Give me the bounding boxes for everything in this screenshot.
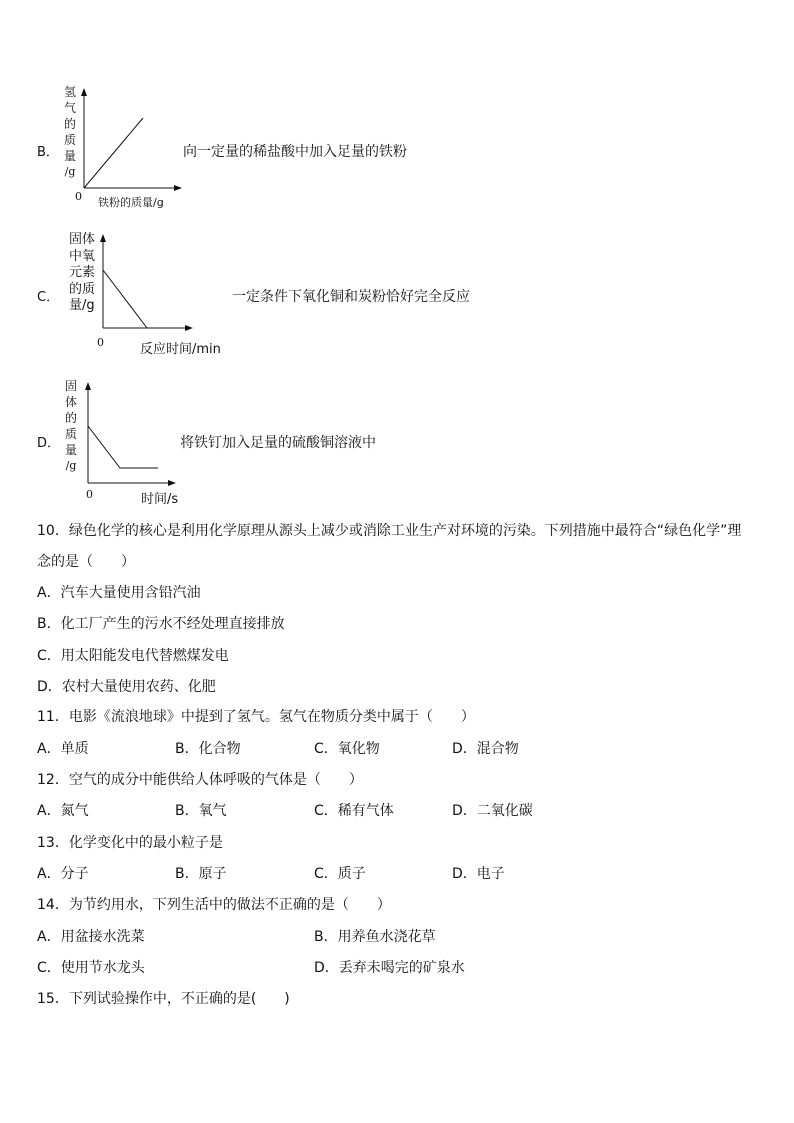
question-14-stem: 14．为节约用水，下列生活中的做法不正确的是（ ） (37, 897, 391, 913)
graph-b-y-label-unit: /g (64, 165, 76, 178)
question-14-option-a: A．用盆接水洗菜 (37, 929, 145, 945)
graph-b-y-label-line: 的 (63, 117, 76, 131)
graph-b-y-label (62, 84, 78, 180)
question-12-option-a: A．氮气 (37, 803, 89, 819)
graph-d-y-label-unit: /g (65, 459, 77, 472)
graph-c-y-label-line: 中氧 (69, 248, 96, 264)
question-14-option-c: C．使用节水龙头 (37, 960, 145, 976)
graph-b-origin: 0 (75, 190, 82, 203)
graph-b-plot (78, 86, 188, 196)
graph-c-y-arrow (100, 234, 106, 242)
question-10-option-c: C．用太阳能发电代替燃煤发电 (37, 648, 229, 664)
graph-c-origin: 0 (97, 336, 104, 349)
question-12-stem: 12．空气的成分中能供给人体呼吸的气体是（ ） (37, 772, 363, 788)
question-14-option-d: D．丢弃未喝完的矿泉水 (314, 960, 465, 976)
question-13-option-a: A．分子 (37, 866, 89, 882)
graph-b-y-label-line: 量 (63, 149, 76, 163)
graph-b-y-label-line: 氢 (63, 85, 76, 99)
question-11-option-a: A．单质 (37, 741, 89, 757)
graph-d-y-arrow (85, 382, 91, 390)
graph-b-x-label: 铁粉的质量/g (98, 196, 164, 209)
question-10-option-b: B．化工厂产生的污水不经处理直接排放 (37, 616, 285, 632)
graph-b-y-label-line: 质 (63, 133, 76, 147)
option-b-label: B． (37, 145, 59, 160)
graph-b-y-label-line: 气 (63, 101, 76, 115)
question-15-stem: 15．下列试验操作中，不正确的是( ) (37, 991, 290, 1007)
graph-d-y-label-line: 质 (64, 427, 77, 441)
graph-d-x-label: 时间/s (141, 492, 179, 507)
graph-b-data-line (84, 118, 143, 188)
question-13-option-c: C．质子 (314, 866, 366, 882)
question-12-option-d: D．二氧化碳 (452, 803, 533, 819)
graph-c-y-label-line: 量/g (69, 298, 95, 313)
question-13-option-b: B．原子 (175, 866, 227, 882)
question-11-option-b: B．化合物 (175, 741, 241, 757)
graph-d-description: 将铁钉加入足量的硫酸铜溶液中 (180, 435, 376, 451)
graph-d-plot (82, 380, 182, 490)
question-12-option-c: C．稀有气体 (314, 803, 394, 819)
question-11-option-d: D．混合物 (452, 741, 519, 757)
graph-d-y-label-line: 固 (64, 379, 77, 393)
graph-d-y-label-line: 体 (64, 395, 77, 409)
graph-c-x-arrow (185, 325, 193, 331)
option-d-label: D． (37, 436, 61, 451)
question-10-option-d: D．农村大量使用农药、化肥 (37, 679, 216, 695)
question-13-stem: 13．化学变化中的最小粒子是 (37, 835, 223, 851)
graph-b-y-arrow (81, 88, 87, 96)
graph-c-y-label-line: 元素 (69, 265, 96, 280)
graph-b-x-arrow (174, 185, 182, 191)
question-14-option-b: B．用养鱼水浇花草 (314, 929, 436, 945)
graph-d-y-label (63, 378, 79, 474)
question-13-option-d: D．电子 (452, 866, 505, 882)
question-10-option-a: A．汽车大量使用含铅汽油 (37, 585, 201, 601)
question-10-stem-line2: 念的是（ ） (37, 554, 135, 570)
option-c-label: C． (37, 290, 60, 305)
graph-d-x-arrow (168, 480, 176, 486)
question-12-option-b: B．氧气 (175, 803, 227, 819)
graph-c-x-label: 反应时间/min (140, 342, 221, 357)
question-11-option-c: C．氧化物 (314, 741, 380, 757)
graph-d-y-label-line: 量 (64, 443, 77, 457)
question-10-stem-line1: 10．绿色化学的核心是利用化学原理从源头上减少或消除工业生产对环境的污染。下列措施中最符合“绿色化学”理 (37, 523, 742, 539)
graph-c-description: 一定条件下氧化铜和炭粉恰好完全反应 (232, 289, 470, 305)
graph-c-y-label-line: 的质 (69, 281, 96, 297)
graph-c-plot (97, 232, 197, 332)
graph-d-origin: 0 (86, 488, 93, 501)
graph-c-data-line (103, 270, 147, 328)
graph-b-description: 向一定量的稀盐酸中加入足量的铁粉 (183, 144, 407, 160)
graph-d-y-label-line: 的 (64, 411, 77, 425)
graph-d-data-line (88, 426, 158, 468)
question-11-stem: 11．电影《流浪地球》中提到了氢气。氢气在物质分类中属于（ ） (37, 709, 475, 725)
graph-c-y-label-line: 固体 (69, 232, 96, 247)
